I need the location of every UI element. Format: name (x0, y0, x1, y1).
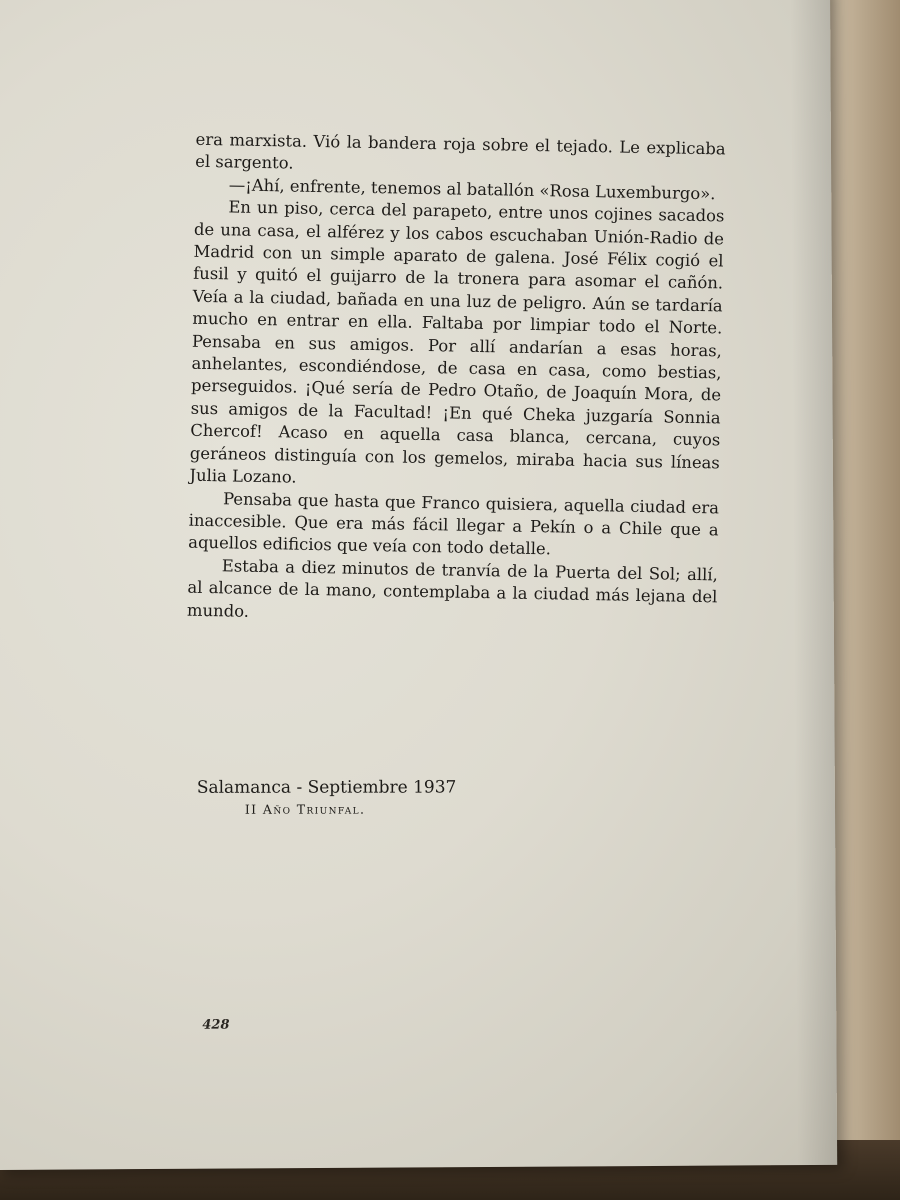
paragraph: En un piso, cerca del parapeto, entre unos cojines sacados de una casa, el alférez y los cabos escuchaban Unión-Radio de Madrid con un simple aparato de galena. José Félix cogió el fusil y quitó el guijarro de la tronera para asomar el cañón. Veía a la ciudad, bañada en una luz de peligro. Aún se tardaría mucho en entrar en ella. Faltaba por limpiar todo el Norte. Pensaba en sus amigos. Por allí andarían a esas horas, anhelantes, escondiéndose, de casa en casa, como bestias, perseguidos. ¡Qué sería de Pedro Otaño, de Joaquín Mora, de sus amigos de la Facultad! ¡En qué Cheka juzgaría Sonnia Chercof! Acaso en aquella casa blanca, cercana, cuyos geráneos distinguía con los gemelos, miraba hacia sus líneas Julia Lozano. (189, 197, 725, 487)
paragraph: Estaba a diez minutos de tranvía de la Puerta del Sol; allí, al alcance de la mano, contemplaba a la ciudad más lejana del mundo. (186, 556, 718, 621)
paragraph: era marxista. Vió la bandera roja sobre el tejado. Le explicaba el sargento. (195, 129, 726, 173)
body-text (187, 129, 726, 632)
paragraph: Pensaba que hasta que Franco quisiera, aquella ciudad era inaccesible. Que era más fácil llegar a Pekín o a Chile que a aquellos edificios que veía con todo detalle. (188, 488, 720, 559)
page-number: 428 (202, 1017, 230, 1033)
year-note: II Año Triunfal. (244, 801, 366, 817)
closing-signature (197, 777, 457, 819)
paragraph: —¡Ahí, enfrente, tenemos al batallón «Rosa Luxemburgo». (228, 175, 716, 204)
place-and-date: Salamanca - Septiembre 1937 (196, 777, 457, 798)
